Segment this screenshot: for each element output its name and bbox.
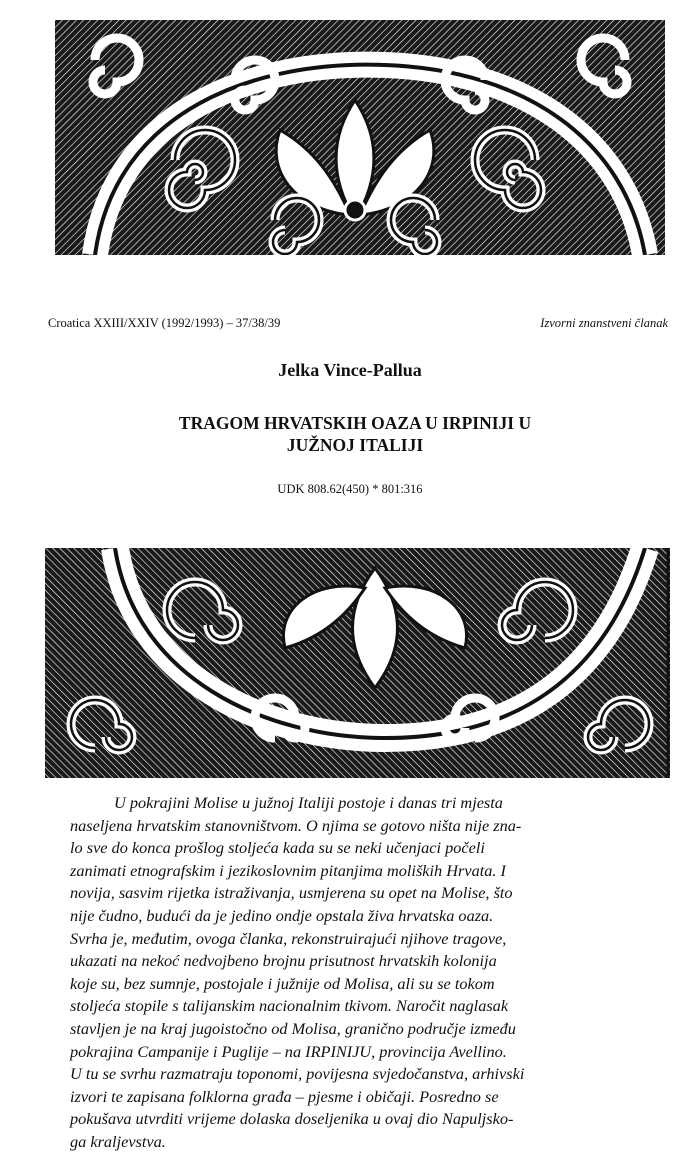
abstract-line: naseljena hrvatskim stanovništvom. O njima se gotovo ništa nije zna- (70, 815, 522, 835)
abstract-line: ukazati na nekoć nedvojbeno brojnu prisutnost hrvatskih kolonija (70, 951, 497, 971)
abstract-line: lo sve do konca prošlog stoljeća kada su se neki učenjaci počeli (70, 838, 485, 858)
abstract-line: ga kraljevstva. (70, 1131, 166, 1151)
top-ornament-icon (55, 20, 665, 255)
article-type-label: Izvorni znanstveni članak (540, 316, 668, 330)
abstract-line: novija, sasvim rijetka istraživanja, usmjerena su opet na Molise, što (70, 883, 513, 903)
article-title-line-1: TRAGOM HRVATSKIH OAZA U IRPINIJI U (178, 413, 532, 433)
abstract (70, 792, 640, 1154)
journal-header (48, 316, 668, 334)
article-title-line-2: JUŽNOJ ITALIJI (286, 435, 424, 455)
article-title (105, 412, 605, 456)
udk-classification: UDK 808.62(450) * 801:316 (277, 482, 423, 496)
abstract-line: pokušava utvrditi vrijeme dolaska doseljenika u ovaj dio Napuljsko- (70, 1109, 514, 1129)
abstract-line: Svrha je, međutim, ovoga članka, rekonstruirajući njihove tragove, (70, 928, 507, 948)
abstract-line: izvori te zapisana folklorna građa – pjesme i običaji. Posredno se (70, 1086, 499, 1106)
abstract-line: U pokrajini Molise u južnoj Italiji postoje i danas tri mjesta (114, 793, 503, 812)
author-name: Jelka Vince-Pallua (278, 360, 422, 380)
bottom-ornament-icon (45, 548, 670, 778)
abstract-line: koje su, bez sumnje, postojale i južnije od Molisa, ali su se tokom (70, 973, 495, 993)
abstract-line: nije čudno, budući da je jedino ondje opstala živa hrvatska oaza. (70, 905, 494, 925)
abstract-line: zanimati etnografskim i jezikoslovnim pitanjima moliških Hrvata. I (70, 860, 506, 880)
abstract-line: stavljen je na kraj jugoistočno od Molisa, granično područje između (70, 1018, 516, 1038)
abstract-line: pokrajina Campanije i Puglije – na IRPINIJU, provincija Avellino. (70, 1041, 507, 1061)
abstract-line: stoljeća stopile s talijanskim nacionalnim tkivom. Naročit naglasak (70, 996, 509, 1016)
journal-reference: Croatica XXIII/XXIV (1992/1993) – 37/38/39 (48, 316, 281, 330)
abstract-line: U tu se svrhu razmatraju toponomi, povijesna svjedočanstva, arhivski (70, 1064, 525, 1084)
